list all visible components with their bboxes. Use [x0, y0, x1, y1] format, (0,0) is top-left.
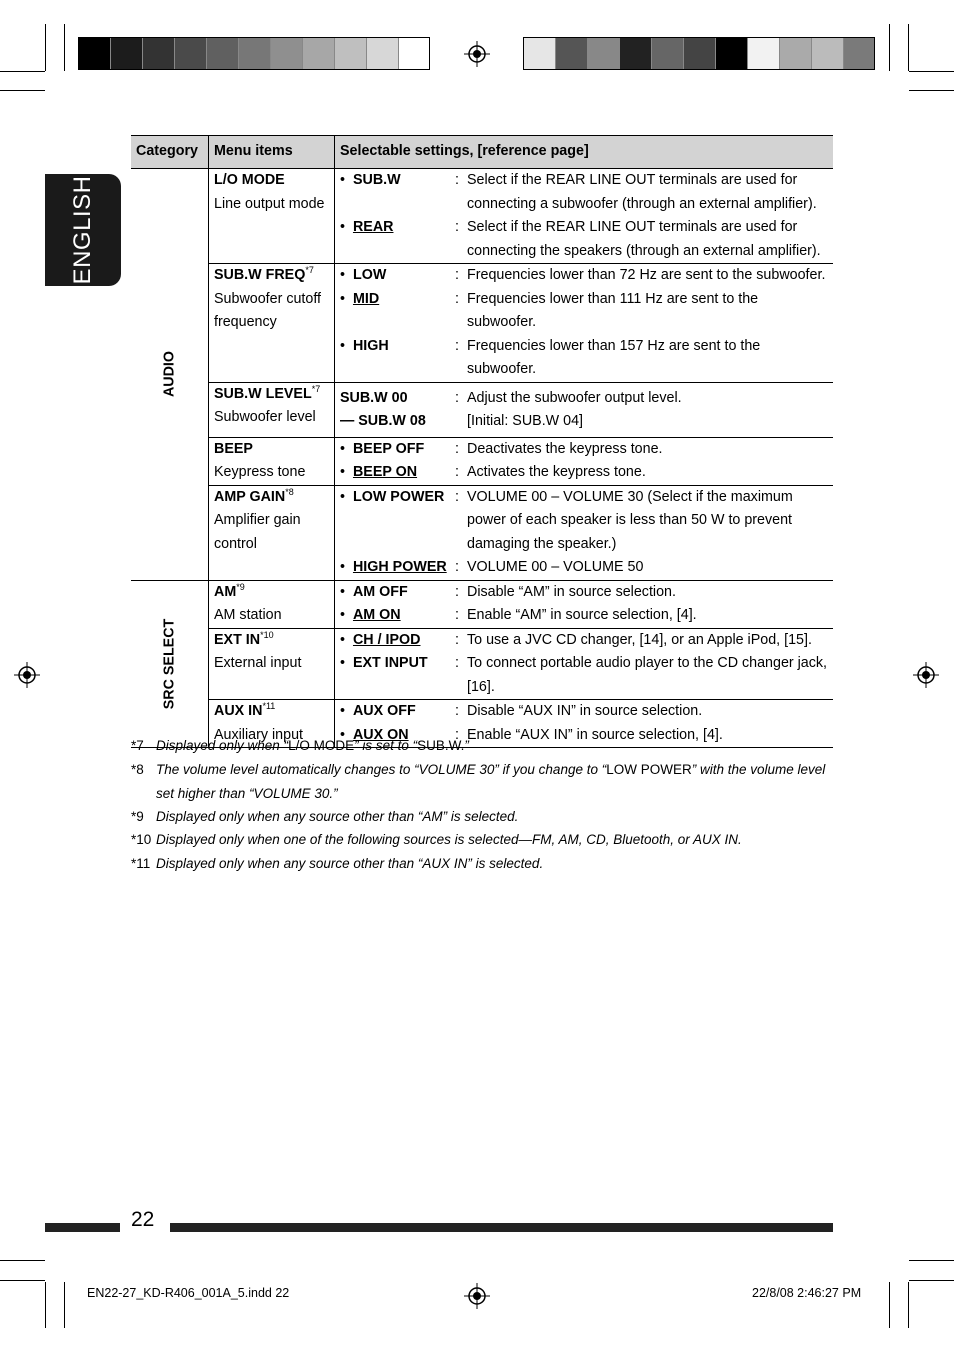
menu-item-name: SUB.W FREQ [214, 267, 306, 283]
crop-mark [889, 24, 890, 71]
crop-mark [0, 1260, 45, 1261]
menu-item-beep [209, 437, 335, 485]
option-label-default: MID [352, 290, 380, 307]
table-row-am [131, 580, 833, 628]
option-row: SUB.W 00 : Adjust the subwoofer output level. [340, 387, 833, 411]
menu-item-desc: Keypress tone [214, 464, 306, 480]
crop-mark [889, 1282, 890, 1328]
settings-am [335, 580, 834, 628]
table-row-amp-gain [131, 485, 833, 580]
option-row: • AM OFF : Disable “AM” in source selection. [340, 581, 833, 605]
crop-mark [45, 1282, 46, 1328]
page-bar-right [170, 1223, 833, 1232]
footnote-mark: *8 [131, 762, 144, 777]
menu-item-amp-gain [209, 485, 335, 580]
footnote-ref: *11 [262, 701, 276, 712]
option-desc: Disable “AUX IN” in source selection. [467, 703, 703, 719]
option-desc: Enable “AM” in source selection, [4]. [467, 607, 697, 623]
table-row-ext-in [131, 628, 833, 700]
slug-date: 22/8/08 2:46:27 PM [752, 1286, 862, 1300]
option-desc: Frequencies lower than 72 Hz are sent to the subwoofer. [467, 267, 826, 283]
settings-subw-freq [335, 264, 834, 383]
menu-item-desc: Subwoofer cutoff [214, 290, 322, 307]
menu-item-name: L/O MODE [214, 172, 285, 188]
header-category: Category [131, 136, 209, 169]
menu-item-desc: Amplifier gain [214, 512, 301, 528]
option-desc: Deactivates the keypress tone. [467, 440, 663, 457]
menu-item-subw-level [209, 382, 335, 437]
menu-item-am [209, 580, 335, 628]
option-label-default: REAR [352, 219, 394, 235]
settings-ext-in [335, 628, 834, 700]
crop-mark [909, 1260, 954, 1261]
option-desc: [Initial: SUB.W 04] [467, 413, 584, 429]
crop-mark [909, 90, 954, 91]
option-desc: VOLUME 00 – VOLUME 30 (Select if the maximum power of each speaker is less than 50 W to prevent damaging the speaker.) [467, 488, 793, 552]
menu-item-desc: Auxiliary input [214, 726, 303, 743]
grayscale-color-bar-left [78, 37, 430, 70]
menu-item-name: EXT IN [214, 631, 261, 648]
option-row: • AM ON : Enable “AM” in source selection, [4]. [340, 604, 833, 628]
crop-mark [908, 24, 909, 71]
settings-subw-level [335, 382, 834, 437]
option-label: BEEP OFF [352, 440, 425, 457]
option-label: EXT INPUT [352, 655, 428, 671]
option-row: • HIGH : Frequencies lower than 157 Hz are sent to the subwoofer. [340, 335, 833, 382]
option-label-default: BEEP ON [352, 464, 418, 480]
option-row: • BEEP ON : Activates the keypress tone. [340, 461, 833, 485]
crop-mark [0, 71, 45, 72]
menu-item-desc: External input [214, 655, 302, 671]
menu-item-desc: control [214, 535, 257, 552]
option-desc: Select if the REAR LINE OUT terminals are used for connecting a subwoofer (through an external amplifier). [467, 172, 817, 212]
settings-lo-mode [335, 169, 834, 264]
option-label: LOW [352, 267, 387, 283]
category-src-select: SRC SELECT [131, 580, 209, 748]
footnote-ref: *7 [305, 265, 314, 276]
option-row: • REAR : Select if the REAR LINE OUT terminals are used for connecting the speakers (through an external amplifier). [340, 216, 833, 263]
option-row [340, 410, 833, 434]
crop-mark [64, 1282, 65, 1328]
page-number: 22 [131, 1208, 155, 1231]
option-desc: Select if the REAR LINE OUT terminals are used for connecting the speakers (through an external amplifier). [467, 219, 821, 259]
registration-mark-icon [913, 662, 939, 688]
option-label: AUX OFF [352, 703, 416, 719]
header-settings: Selectable settings, [reference page] [335, 136, 834, 169]
footnote-ref: *7 [311, 383, 321, 394]
option-desc: Enable “AUX IN” in source selection, [4]. [467, 726, 723, 743]
menu-item-name: AMP GAIN [214, 488, 286, 505]
crop-mark [64, 24, 65, 71]
option-row: • LOW POWER : VOLUME 00 – VOLUME 30 (Select if the maximum power of each speaker is less than 50 W to prevent damaging the speaker.) [340, 486, 833, 557]
registration-mark-icon [464, 41, 490, 67]
option-row: • AUX ON : Enable “AUX IN” in source selection, [4]. [340, 724, 833, 748]
menu-item-desc: AM station [214, 607, 282, 623]
table-row-subw-level [131, 382, 833, 437]
settings-amp-gain [335, 485, 834, 580]
settings-beep [335, 437, 834, 485]
menu-item-name: AUX IN [214, 703, 263, 719]
table-row-beep [131, 437, 833, 485]
crop-mark [0, 1280, 45, 1281]
footnote-mark: *11 [131, 856, 151, 871]
footnote-mark: *9 [131, 809, 144, 824]
color-bar-right [523, 37, 875, 70]
option-label-default: AM ON [352, 607, 401, 623]
footnote-11: *11 Displayed only when any source other than “AUX IN” is selected. [131, 852, 833, 876]
registration-mark-icon [14, 662, 40, 688]
option-desc: To use a JVC CD changer, [14], or an Apple iPod, [15]. [467, 631, 812, 648]
menu-item-desc: Line output mode [214, 195, 325, 212]
option-row: • HIGH POWER : VOLUME 00 – VOLUME 50 [340, 556, 833, 580]
table-header-row [131, 136, 833, 169]
footnote-7: *7 Displayed only when “L/O MODE” is set to “SUB.W.” [131, 734, 833, 758]
menu-item-name: SUB.W LEVEL [214, 385, 312, 402]
category-audio: AUDIO [131, 169, 209, 581]
table-row-lo-mode [131, 169, 833, 264]
option-desc: Frequencies lower than 157 Hz are sent to the subwoofer. [467, 337, 761, 377]
option-row: • BEEP OFF : Deactivates the keypress tone. [340, 438, 833, 462]
option-label: HIGH [352, 337, 389, 354]
option-label: — SUB.W 08 [340, 413, 426, 429]
option-row: • CH / IPOD : To use a JVC CD changer, [14], or an Apple iPod, [15]. [340, 629, 833, 653]
option-row: • AUX OFF : Disable “AUX IN” in source selection. [340, 700, 833, 724]
registration-mark-icon [464, 1283, 490, 1309]
menu-item-desc: Subwoofer level [214, 409, 316, 425]
footnote-mark: *7 [131, 738, 144, 753]
table-row-subw-freq [131, 264, 833, 383]
language-tab-label: ENGLISH [69, 175, 96, 285]
footnote-ref: *10 [260, 629, 274, 640]
option-desc: VOLUME 00 – VOLUME 50 [467, 559, 644, 575]
slug-file: EN22-27_KD-R406_001A_5.indd 22 [87, 1286, 290, 1300]
menu-item-lo-mode [209, 169, 335, 264]
crop-mark [909, 1280, 954, 1281]
crop-mark [909, 71, 954, 72]
option-label: SUB.W [352, 172, 401, 188]
footnote-ref: *9 [236, 581, 245, 592]
menu-item-name: AM [214, 583, 237, 600]
menu-item-name: BEEP [214, 440, 253, 457]
footnote-8: *8 The volume level automatically changes to “VOLUME 30” if you change to “LOW POWER” with the volume level set higher than “VOLUME 30.” [131, 758, 833, 805]
option-desc: Disable “AM” in source selection. [467, 583, 676, 600]
option-label-default: AUX ON [352, 726, 409, 743]
crop-mark [45, 24, 46, 71]
settings-menu-table [131, 135, 833, 748]
crop-mark [0, 90, 45, 91]
option-row: • SUB.W : Select if the REAR LINE OUT terminals are used for connecting a subwoofer (through an external amplifier). [340, 169, 833, 216]
option-desc: Activates the keypress tone. [467, 464, 646, 480]
option-label: AM OFF [352, 583, 408, 600]
option-label-default: CH / IPOD [352, 631, 421, 648]
option-label: SUB.W 00 [340, 389, 408, 406]
footnote-10: *10 Displayed only when one of the following sources is selected—FM, AM, CD, Bluetooth, or AUX IN. [131, 828, 833, 852]
crop-mark [908, 1282, 909, 1328]
language-tab [45, 174, 121, 286]
option-desc: Frequencies lower than 111 Hz are sent to the subwoofer. [467, 290, 759, 330]
menu-item-subw-freq [209, 264, 335, 383]
option-desc: Adjust the subwoofer output level. [467, 389, 682, 406]
footnote-9: *9 Displayed only when any source other than “AM” is selected. [131, 805, 833, 829]
option-row: • MID : Frequencies lower than 111 Hz are sent to the subwoofer. [340, 288, 833, 335]
menu-item-desc: frequency [214, 314, 277, 330]
option-label: LOW POWER [352, 488, 445, 505]
footnote-mark: *10 [131, 832, 152, 847]
header-menu-items: Menu items [209, 136, 335, 169]
option-row: • LOW : Frequencies lower than 72 Hz are sent to the subwoofer. [340, 264, 833, 288]
option-label-default: HIGH POWER [352, 559, 447, 575]
footnote-ref: *8 [285, 486, 294, 497]
page-bar-left [45, 1223, 120, 1232]
option-desc: To connect portable audio player to the CD changer jack, [16]. [467, 655, 828, 695]
option-row: • EXT INPUT : To connect portable audio player to the CD changer jack, [16]. [340, 652, 833, 699]
menu-item-ext-in [209, 628, 335, 700]
